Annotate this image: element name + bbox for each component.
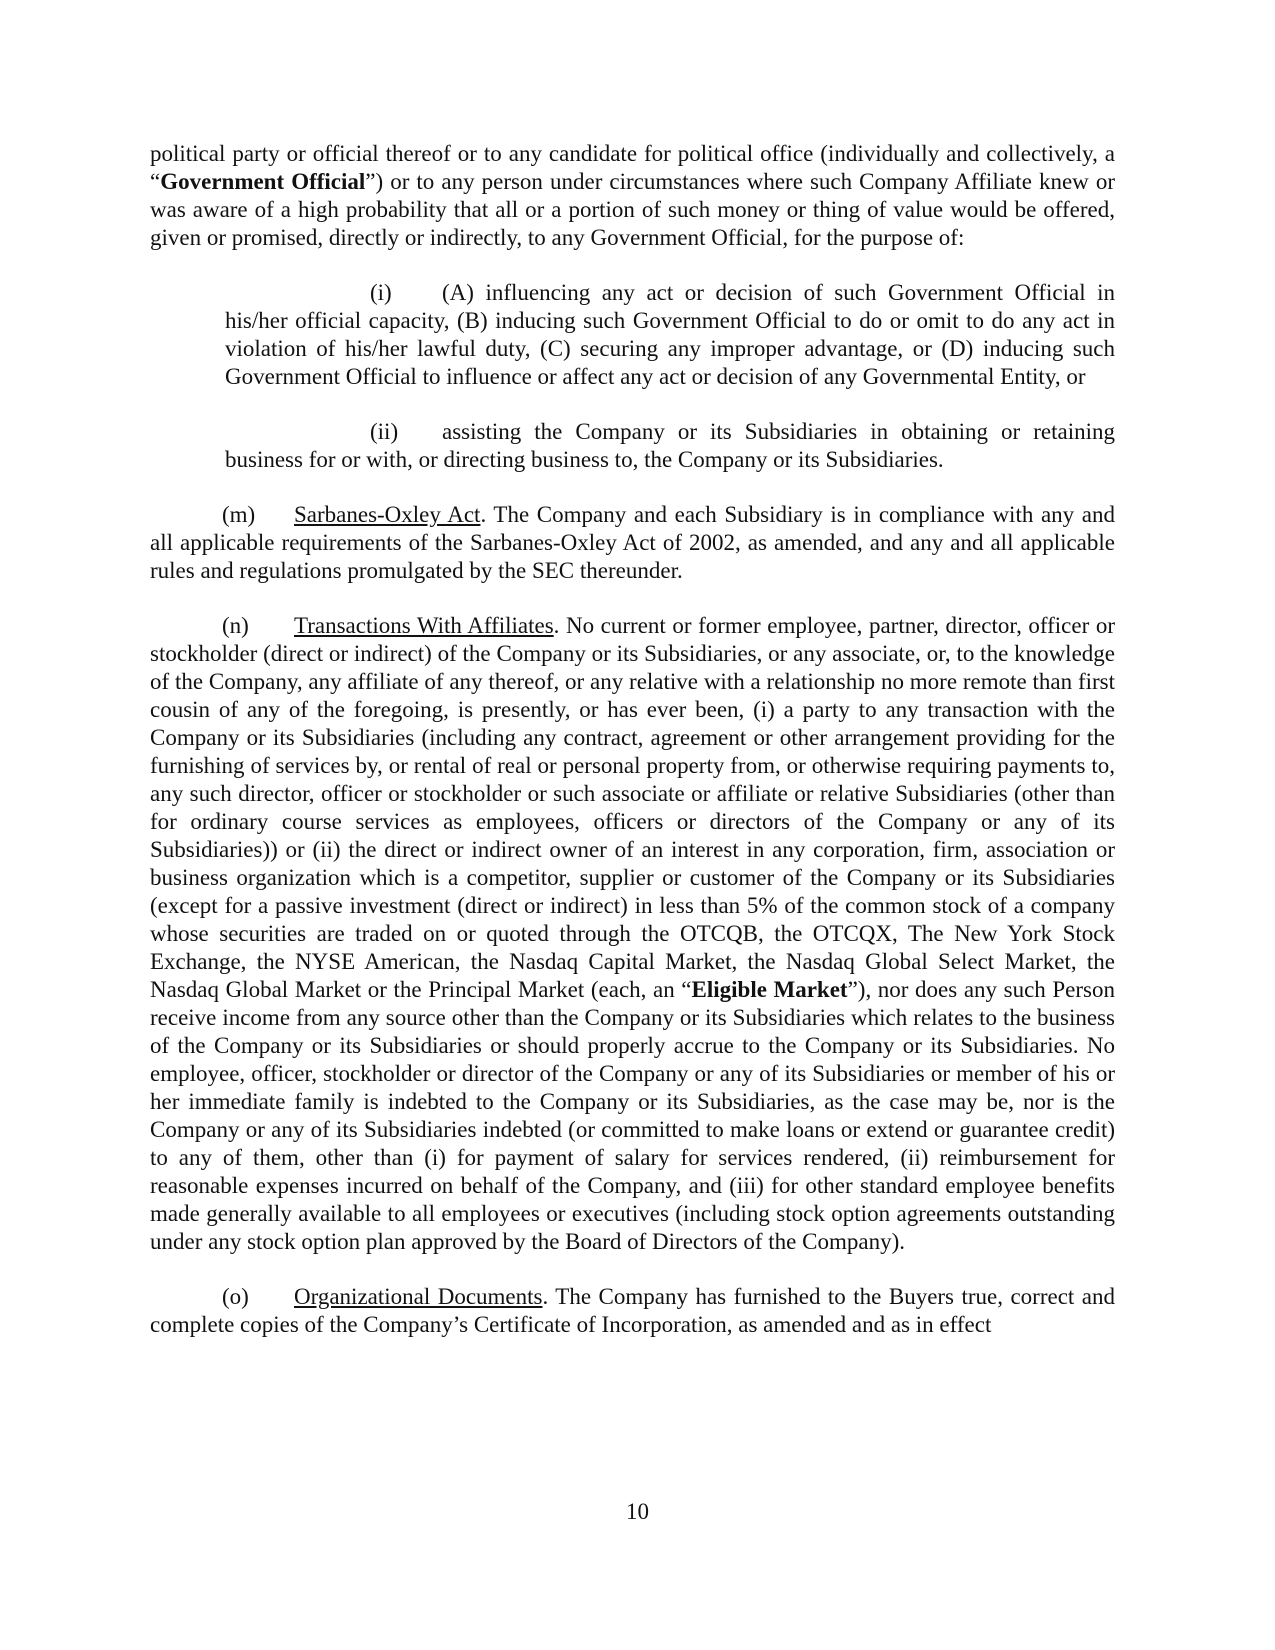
subparagraph-label: (i) — [370, 280, 392, 305]
section-o-organizational-documents: (o) Organizational Documents. The Company has furnished to the Buyers true, correct and complete copies of the Company’s Certificate of Incorporation, as amended and as in effect — [150, 1284, 1115, 1337]
page-number: 10 — [626, 1499, 649, 1524]
section-heading: Transactions With Affiliates — [294, 613, 554, 638]
section-n-transactions-with-affiliates: (n) Transactions With Affiliates. No current or former employee, partner, director, officer or stockholder (direct or indirect) of the Company or its Subsidiaries, or any associate, or, to the knowledge of the Company, any affiliate of any thereof, or any relative with a relationship no more remote than first cousin of any of the foregoing, is presently, or has ever been, (i) a party to any transaction with the Company or its Subsidiaries (including any contract, agreement or other arrangement providing for the furnishing of services by, or rental of real or personal property from, or otherwise requiring payments to, any such director, officer or stockholder or such associate or affiliate or relative Subsidiaries (other than for ordinary course services as employees, officers or directors of the Company or any of its Subsidiaries)) or (ii) the direct or indirect owner of an interest in any corporation, firm, association or business organization which is a competitor, supplier or customer of the Company or its Subsidiaries (except for a passive investment (direct or indirect) in less than 5% of the common stock of a company whose securities are traded on or quoted through the OTCQB, the OTCQX, The New York Stock Exchange, the NYSE American, the Nasdaq Capital Market, the Nasdaq Global Select Market, the Nasdaq Global Market or the Principal Market (each, an “Eligible Market”), nor does any such Person receive income from any source other than the Company or its Subsidiaries which relates to the business of the Company or its Subsidiaries or should properly accrue to the Company or its Subsidiaries. No employee, officer, stockholder or director of the Company or any of its Subsidiaries or member of his or her immediate family is indebted to the Company or its Subsidiaries, as the case may be, nor is the Company or any of its Subsidiaries indebted (or committed to make loans or extend or guarantee credit) to any of them, other than (i) for payment of salary for services rendered, (ii) reimbursement for reasonable expenses incurred on behalf of the Company, and (iii) for other standard employee benefits made generally available to all employees or executives (including stock option agreements outstanding under any stock option plan approved by the Board of Directors of the Company). — [150, 613, 1115, 1254]
section-label: (n) — [222, 613, 249, 638]
subparagraph-label: (ii) — [370, 419, 399, 444]
section-label: (m) — [222, 502, 256, 527]
section-heading: Organizational Documents — [294, 1284, 543, 1309]
subparagraph-i: (i) (A) influencing any act or decision of such Government Official in his/her official capacity, (B) inducing such Government Official to do or omit to do any act in violation of his/her lawful duty, (C) securing any improper advantage, or (D) inducing such Government Official to influence or affect any act or decision of any Governmental Entity, or — [225, 280, 1115, 389]
defined-term-government-official: Government Official — [160, 169, 366, 194]
paragraph-government-official: political party or official thereof or to any candidate for political office (individually and collectively, a “Government Official”) or to any person under circumstances where such Company Affiliate knew or was aware of a high probability that all or a portion of such money or thing of value would be offered, given or promised, directly or indirectly, to any Government Official, for the purpose of: — [150, 141, 1115, 250]
defined-term-eligible-market: Eligible Market — [691, 977, 848, 1002]
section-heading: Sarbanes-Oxley Act — [294, 502, 481, 527]
section-m-sarbanes-oxley: (m) Sarbanes-Oxley Act. The Company and each Subsidiary is in compliance with any and all applicable requirements of the Sarbanes-Oxley Act of 2002, as amended, and any and all applicable rules and regulations promulgated by the SEC thereunder. — [150, 502, 1115, 583]
subparagraph-ii: (ii) assisting the Company or its Subsidiaries in obtaining or retaining business for or with, or directing business to, the Company or its Subsidiaries. — [225, 419, 1115, 472]
section-label: (o) — [222, 1284, 249, 1309]
document-page — [150, 140, 1115, 1366]
